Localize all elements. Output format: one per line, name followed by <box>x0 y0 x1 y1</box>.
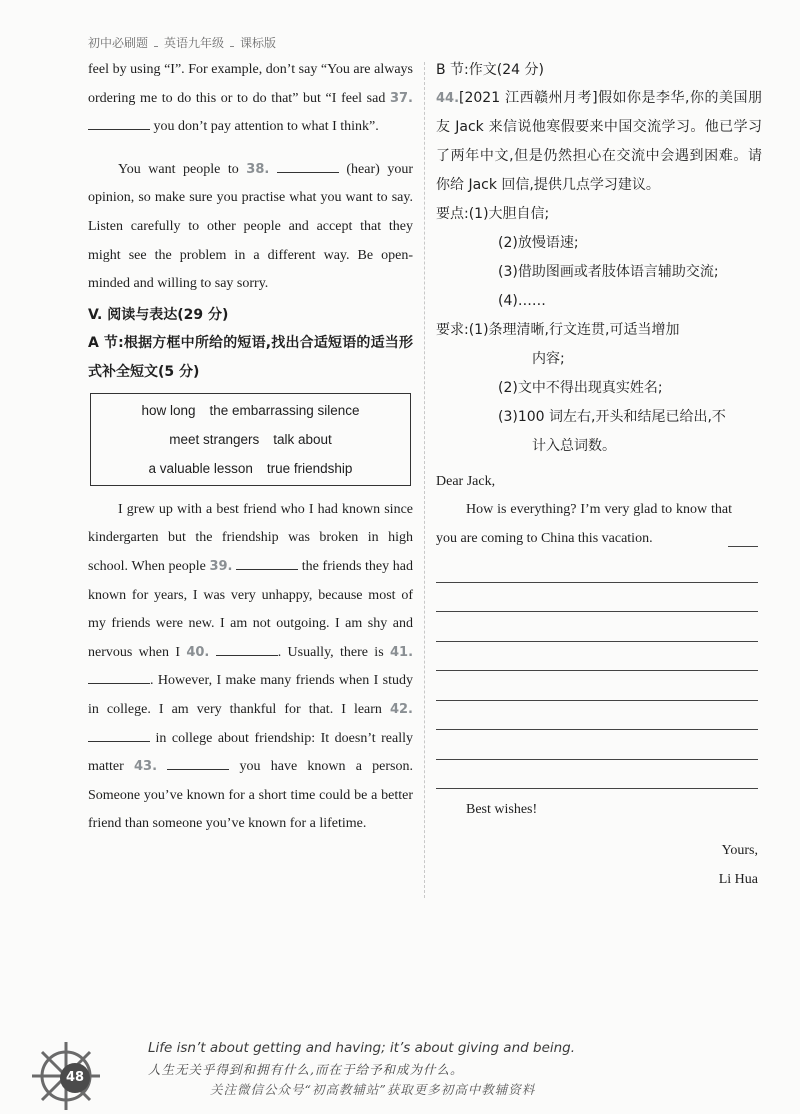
footer-quote-en: Life isn’t about getting and having; it’s about giving and being. <box>148 1040 576 1056</box>
writing-line[interactable] <box>436 642 758 672</box>
page-footer <box>0 1028 800 1114</box>
letter-sign-yours: Yours, <box>721 843 758 859</box>
answer-blank-42[interactable] <box>88 729 150 742</box>
writing-line[interactable] <box>436 671 758 701</box>
writing-area[interactable] <box>436 525 762 790</box>
writing-line[interactable] <box>436 760 758 790</box>
phrase: true friendship <box>266 460 353 476</box>
requirement-item: 内容; <box>532 351 565 367</box>
cloze-passage <box>88 496 413 839</box>
text-run: (hear) your <box>338 161 414 177</box>
text-run: you don’t pay attention to <box>150 119 298 135</box>
book-edition: 课标版 <box>240 36 277 50</box>
prompt-text: 假如你是李华,你的美国朋友 Jack 来信说他寒假要来中国交流学习。他已学习了两年中文,但是仍然担心在交流中会遇到困难。请你给 Jack 回信,提供几点学习建议。 <box>436 90 762 193</box>
left-column <box>88 56 413 839</box>
question-number-43: 43. <box>134 759 158 775</box>
question-number-37: 37. <box>389 90 413 106</box>
phrase-box <box>90 393 411 486</box>
text-run: the friends they had known for years, I was very unhappy, because most of my friends were new. I am not outgoing. I am shy and nervous when I <box>88 558 413 660</box>
text-line: always ordering me to do this or to do that” but “I <box>88 62 414 106</box>
phrase: meet strangers <box>169 431 260 447</box>
text-run: opinion, so make sure you practise what you want to say. Listen carefully to other people and accept that they might see the problem in a different way. Be open-minded and willing to say sorry. <box>88 190 413 292</box>
text-run: . However, I make many friends when I study in college. I am very thankful for that. I learn <box>88 673 413 717</box>
text-run: . Usually, there is <box>277 644 390 660</box>
page-number: 48 <box>60 1063 90 1093</box>
text-run: you have known a person. Someone you’ve known for a short time could be a better friend than someone you’ve known for a lifetime. <box>88 759 414 832</box>
letter-sign-name: Li Hua <box>718 872 758 888</box>
text-run: I grew up with a best friend who I had known since kindergarten but the friendship was broken in high school. When people <box>88 501 413 574</box>
answer-blank-43[interactable] <box>167 757 229 770</box>
phrase: talk about <box>273 431 332 447</box>
writing-line[interactable] <box>436 701 758 731</box>
requirements-label: 要求: <box>436 322 469 338</box>
page-header <box>88 34 282 51</box>
phrase-row <box>91 454 410 483</box>
source-tag: [2021 江西赣州月考] <box>459 90 598 106</box>
right-column <box>436 56 762 894</box>
answer-blank-40[interactable] <box>216 643 278 656</box>
phrase: how long <box>141 402 196 418</box>
phrase: the embarrassing silence <box>209 402 360 418</box>
point-item: (3)借助图画或者肢体语言辅助交流; <box>498 264 719 280</box>
section-heading: V. 阅读与表达(29 分) <box>88 306 229 323</box>
writing-line[interactable] <box>436 730 758 760</box>
answer-blank-39[interactable] <box>236 557 298 570</box>
letter-closing: Best wishes! <box>466 802 538 818</box>
text-run: feel sad <box>341 90 390 106</box>
answer-blank-38[interactable] <box>277 160 339 173</box>
phrase-row <box>91 396 410 425</box>
paragraph-continued <box>88 56 413 142</box>
question-number-39: 39. <box>209 558 233 574</box>
text-run: How is everything? I’m very glad to know that you are coming to China this vacation. <box>436 502 732 546</box>
question-number-40: 40. <box>186 644 210 660</box>
footer-ad: 关注微信公众号“初高教辅站”获取更多初高中教辅资料 <box>210 1082 536 1097</box>
answer-blank-41[interactable] <box>88 671 150 684</box>
question-number-38: 38. <box>246 161 270 177</box>
text-run: You want people to <box>118 161 247 177</box>
writing-line[interactable] <box>436 553 758 583</box>
writing-line[interactable] <box>436 612 758 642</box>
key-points <box>436 200 762 316</box>
requirements <box>436 316 762 461</box>
question-number-41: 41. <box>389 644 414 660</box>
part-b-heading: B 节:作文(24 分) <box>436 62 544 78</box>
writing-line-first[interactable] <box>436 525 762 554</box>
column-divider <box>424 62 426 898</box>
book-series: 初中必刷题 <box>88 36 149 50</box>
phrase: a valuable lesson <box>148 460 253 476</box>
letter-salutation: Dear Jack, <box>436 474 496 489</box>
footer-quote-cn: 人生无关乎得到和拥有什么,而在于给予和成为什么。 <box>148 1062 464 1077</box>
point-item: (4)…… <box>498 293 546 309</box>
point-item: (2)放慢语速; <box>498 235 579 251</box>
requirement-item: (2)文中不得出现真实姓名; <box>498 380 663 396</box>
points-label: 要点: <box>436 206 469 222</box>
book-subject: 英语九年级 <box>164 36 225 50</box>
text-run: what I think”. <box>301 119 379 135</box>
paragraph-2 <box>88 156 413 299</box>
writing-line[interactable] <box>436 583 758 613</box>
phrase-row <box>91 425 410 454</box>
requirement-item: (1)条理清晰,行文连贯,可适当增加 <box>468 322 680 338</box>
part-a-instruction: A 节:根据方框中所给的短语,找出合适短语的适当形式补全短文(5 分) <box>88 334 413 380</box>
question-number-44: 44. <box>436 91 460 106</box>
question-number-42: 42. <box>389 701 413 717</box>
writing-prompt <box>436 84 762 200</box>
answer-blank-37[interactable] <box>88 117 150 130</box>
requirement-item: (3)100 词左右,开头和结尾已给出,不 <box>498 409 726 425</box>
point-item: (1)大胆自信; <box>468 206 550 222</box>
text-run: in college about friendship: It doesn’t really matter <box>88 730 413 775</box>
text-line: feel by using “I”. For example, don’t say “You are <box>88 62 371 77</box>
requirement-item: 计入总词数。 <box>532 438 616 454</box>
